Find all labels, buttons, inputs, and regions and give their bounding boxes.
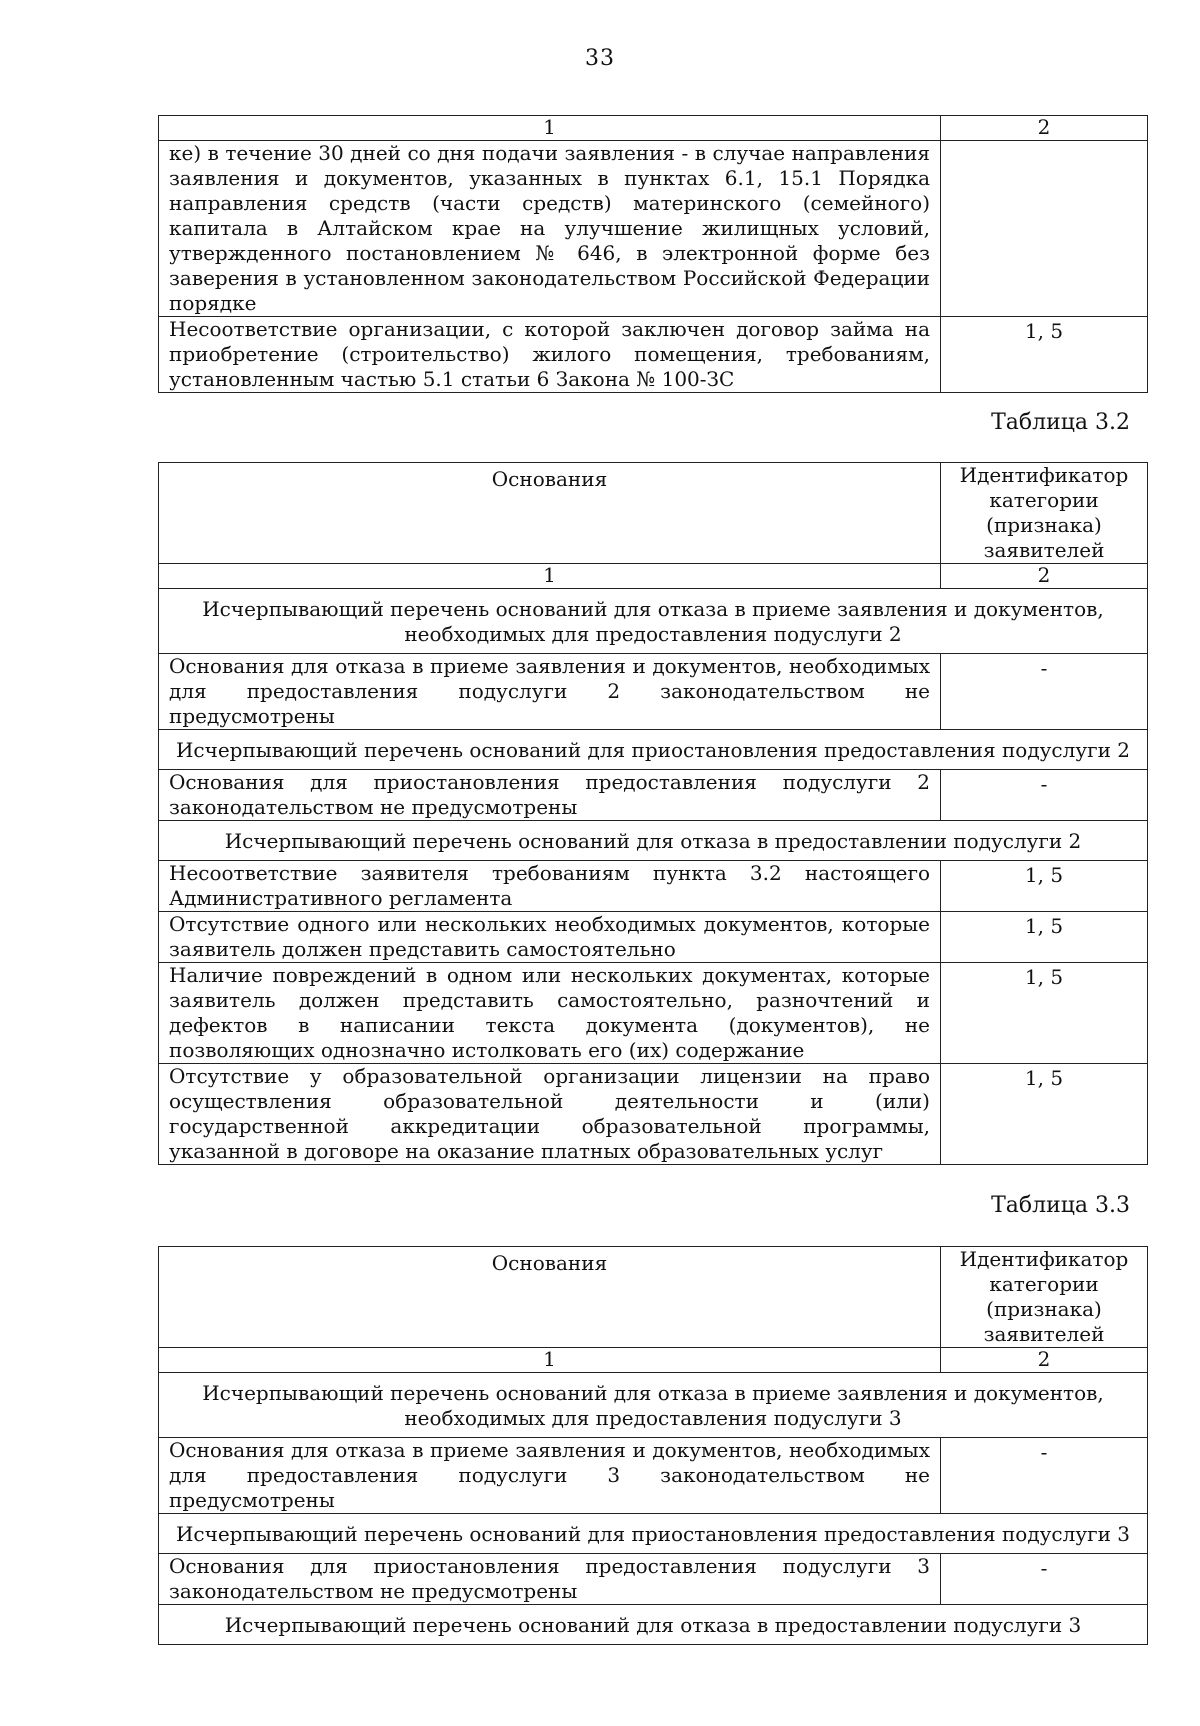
- column-number-2: 2: [941, 564, 1148, 589]
- column-header-identifier: Идентификатор категории (признака) заявителей: [941, 463, 1148, 564]
- section-row: [159, 1605, 1148, 1645]
- section-row: [159, 821, 1148, 861]
- identifier-cell: -: [941, 1554, 1148, 1605]
- basis-cell: Основания для отказа в приеме заявления и документов, необходимых для предоставления подуслуги 3 законодательством не предусмотрены: [159, 1438, 941, 1514]
- section-row: [159, 1514, 1148, 1554]
- column-number-1: 1: [159, 116, 941, 141]
- identifier-cell: 1, 5: [941, 963, 1148, 1064]
- column-number-1: 1: [159, 1348, 941, 1373]
- table-row: [159, 770, 1148, 821]
- identifier-cell: 1, 5: [941, 1064, 1148, 1165]
- page-number: 33: [585, 46, 615, 71]
- basis-cell: Несоответствие организации, с которой заключен договор займа на приобретение (строительство) жилого помещения, требованиям, установленным частью 5.1 статьи 6 Закона № 100-ЗС: [159, 317, 941, 393]
- table-row: [159, 1554, 1148, 1605]
- identifier-cell: -: [941, 654, 1148, 730]
- table-row: [159, 141, 1148, 317]
- basis-cell: Наличие повреждений в одном или нескольких документах, которые заявитель должен представить самостоятельно, разночтений и дефектов в написании текста документа (документов), не позволяющих однозначно истолковать его (их) содержание: [159, 963, 941, 1064]
- header-row: [159, 463, 1148, 564]
- basis-cell: Основания для приостановления предоставления подуслуги 3 законодательством не предусмотрены: [159, 1554, 941, 1605]
- column-number-2: 2: [941, 1348, 1148, 1373]
- column-number-row: [159, 564, 1148, 589]
- column-number-row: [159, 1348, 1148, 1373]
- column-number-row: [159, 116, 1148, 141]
- identifier-cell: [941, 141, 1148, 317]
- section-heading-refusal: Исчерпывающий перечень оснований для отказа в предоставлении подуслуги 2: [159, 821, 1148, 861]
- identifier-cell: 1, 5: [941, 861, 1148, 912]
- section-heading-refusal-accept: Исчерпывающий перечень оснований для отказа в приеме заявления и документов, необходимых для предоставления подуслуги 3: [159, 1373, 1148, 1438]
- table-continued: [158, 115, 1148, 393]
- identifier-cell: -: [941, 1438, 1148, 1514]
- basis-cell: Отсутствие одного или нескольких необходимых документов, которые заявитель должен представить самостоятельно: [159, 912, 941, 963]
- table-row: [159, 1064, 1148, 1165]
- basis-cell: Основания для отказа в приеме заявления и документов, необходимых для предоставления подуслуги 2 законодательством не предусмотрены: [159, 654, 941, 730]
- column-number-2: 2: [941, 116, 1148, 141]
- basis-cell: ке) в течение 30 дней со дня подачи заявления - в случае направления заявления и документов, указанных в пунктах 6.1, 15.1 Порядка направления средств (части средств) материнского (семейного) капитала в Алтайском крае на улучшение жилищных условий, утвержденного постановлением № 646, в электронной форме без заверения в установленном законодательством Российской Федерации порядке: [159, 141, 941, 317]
- table-row: [159, 912, 1148, 963]
- basis-cell: Отсутствие у образовательной организации лицензии на право осуществления образовательной деятельности и (или) государственной аккредитации образовательной программы, указанной в договоре на оказание платных образовательных услуг: [159, 1064, 941, 1165]
- column-number-1: 1: [159, 564, 941, 589]
- identifier-cell: 1, 5: [941, 317, 1148, 393]
- section-row: [159, 1373, 1148, 1438]
- header-row: [159, 1247, 1148, 1348]
- column-header-identifier: Идентификатор категории (признака) заявителей: [941, 1247, 1148, 1348]
- column-header-basis: Основания: [159, 1247, 941, 1348]
- section-heading-refusal-accept: Исчерпывающий перечень оснований для отказа в приеме заявления и документов, необходимых для предоставления подуслуги 2: [159, 589, 1148, 654]
- table-label-3-2: Таблица 3.2: [991, 410, 1130, 435]
- section-heading-refusal: Исчерпывающий перечень оснований для отказа в предоставлении подуслуги 3: [159, 1605, 1148, 1645]
- table-row: [159, 317, 1148, 393]
- section-heading-suspend: Исчерпывающий перечень оснований для приостановления предоставления подуслуги 3: [159, 1514, 1148, 1554]
- table-row: [159, 861, 1148, 912]
- identifier-cell: -: [941, 770, 1148, 821]
- table-3-3: [158, 1246, 1148, 1645]
- basis-cell: Основания для приостановления предоставления подуслуги 2 законодательством не предусмотрены: [159, 770, 941, 821]
- table-row: [159, 1438, 1148, 1514]
- identifier-cell: 1, 5: [941, 912, 1148, 963]
- section-heading-suspend: Исчерпывающий перечень оснований для приостановления предоставления подуслуги 2: [159, 730, 1148, 770]
- section-row: [159, 730, 1148, 770]
- column-header-basis: Основания: [159, 463, 941, 564]
- table-3-2: [158, 462, 1148, 1165]
- table-row: [159, 963, 1148, 1064]
- table-row: [159, 654, 1148, 730]
- table-label-3-3: Таблица 3.3: [991, 1193, 1130, 1218]
- section-row: [159, 589, 1148, 654]
- basis-cell: Несоответствие заявителя требованиям пункта 3.2 настоящего Административного регламента: [159, 861, 941, 912]
